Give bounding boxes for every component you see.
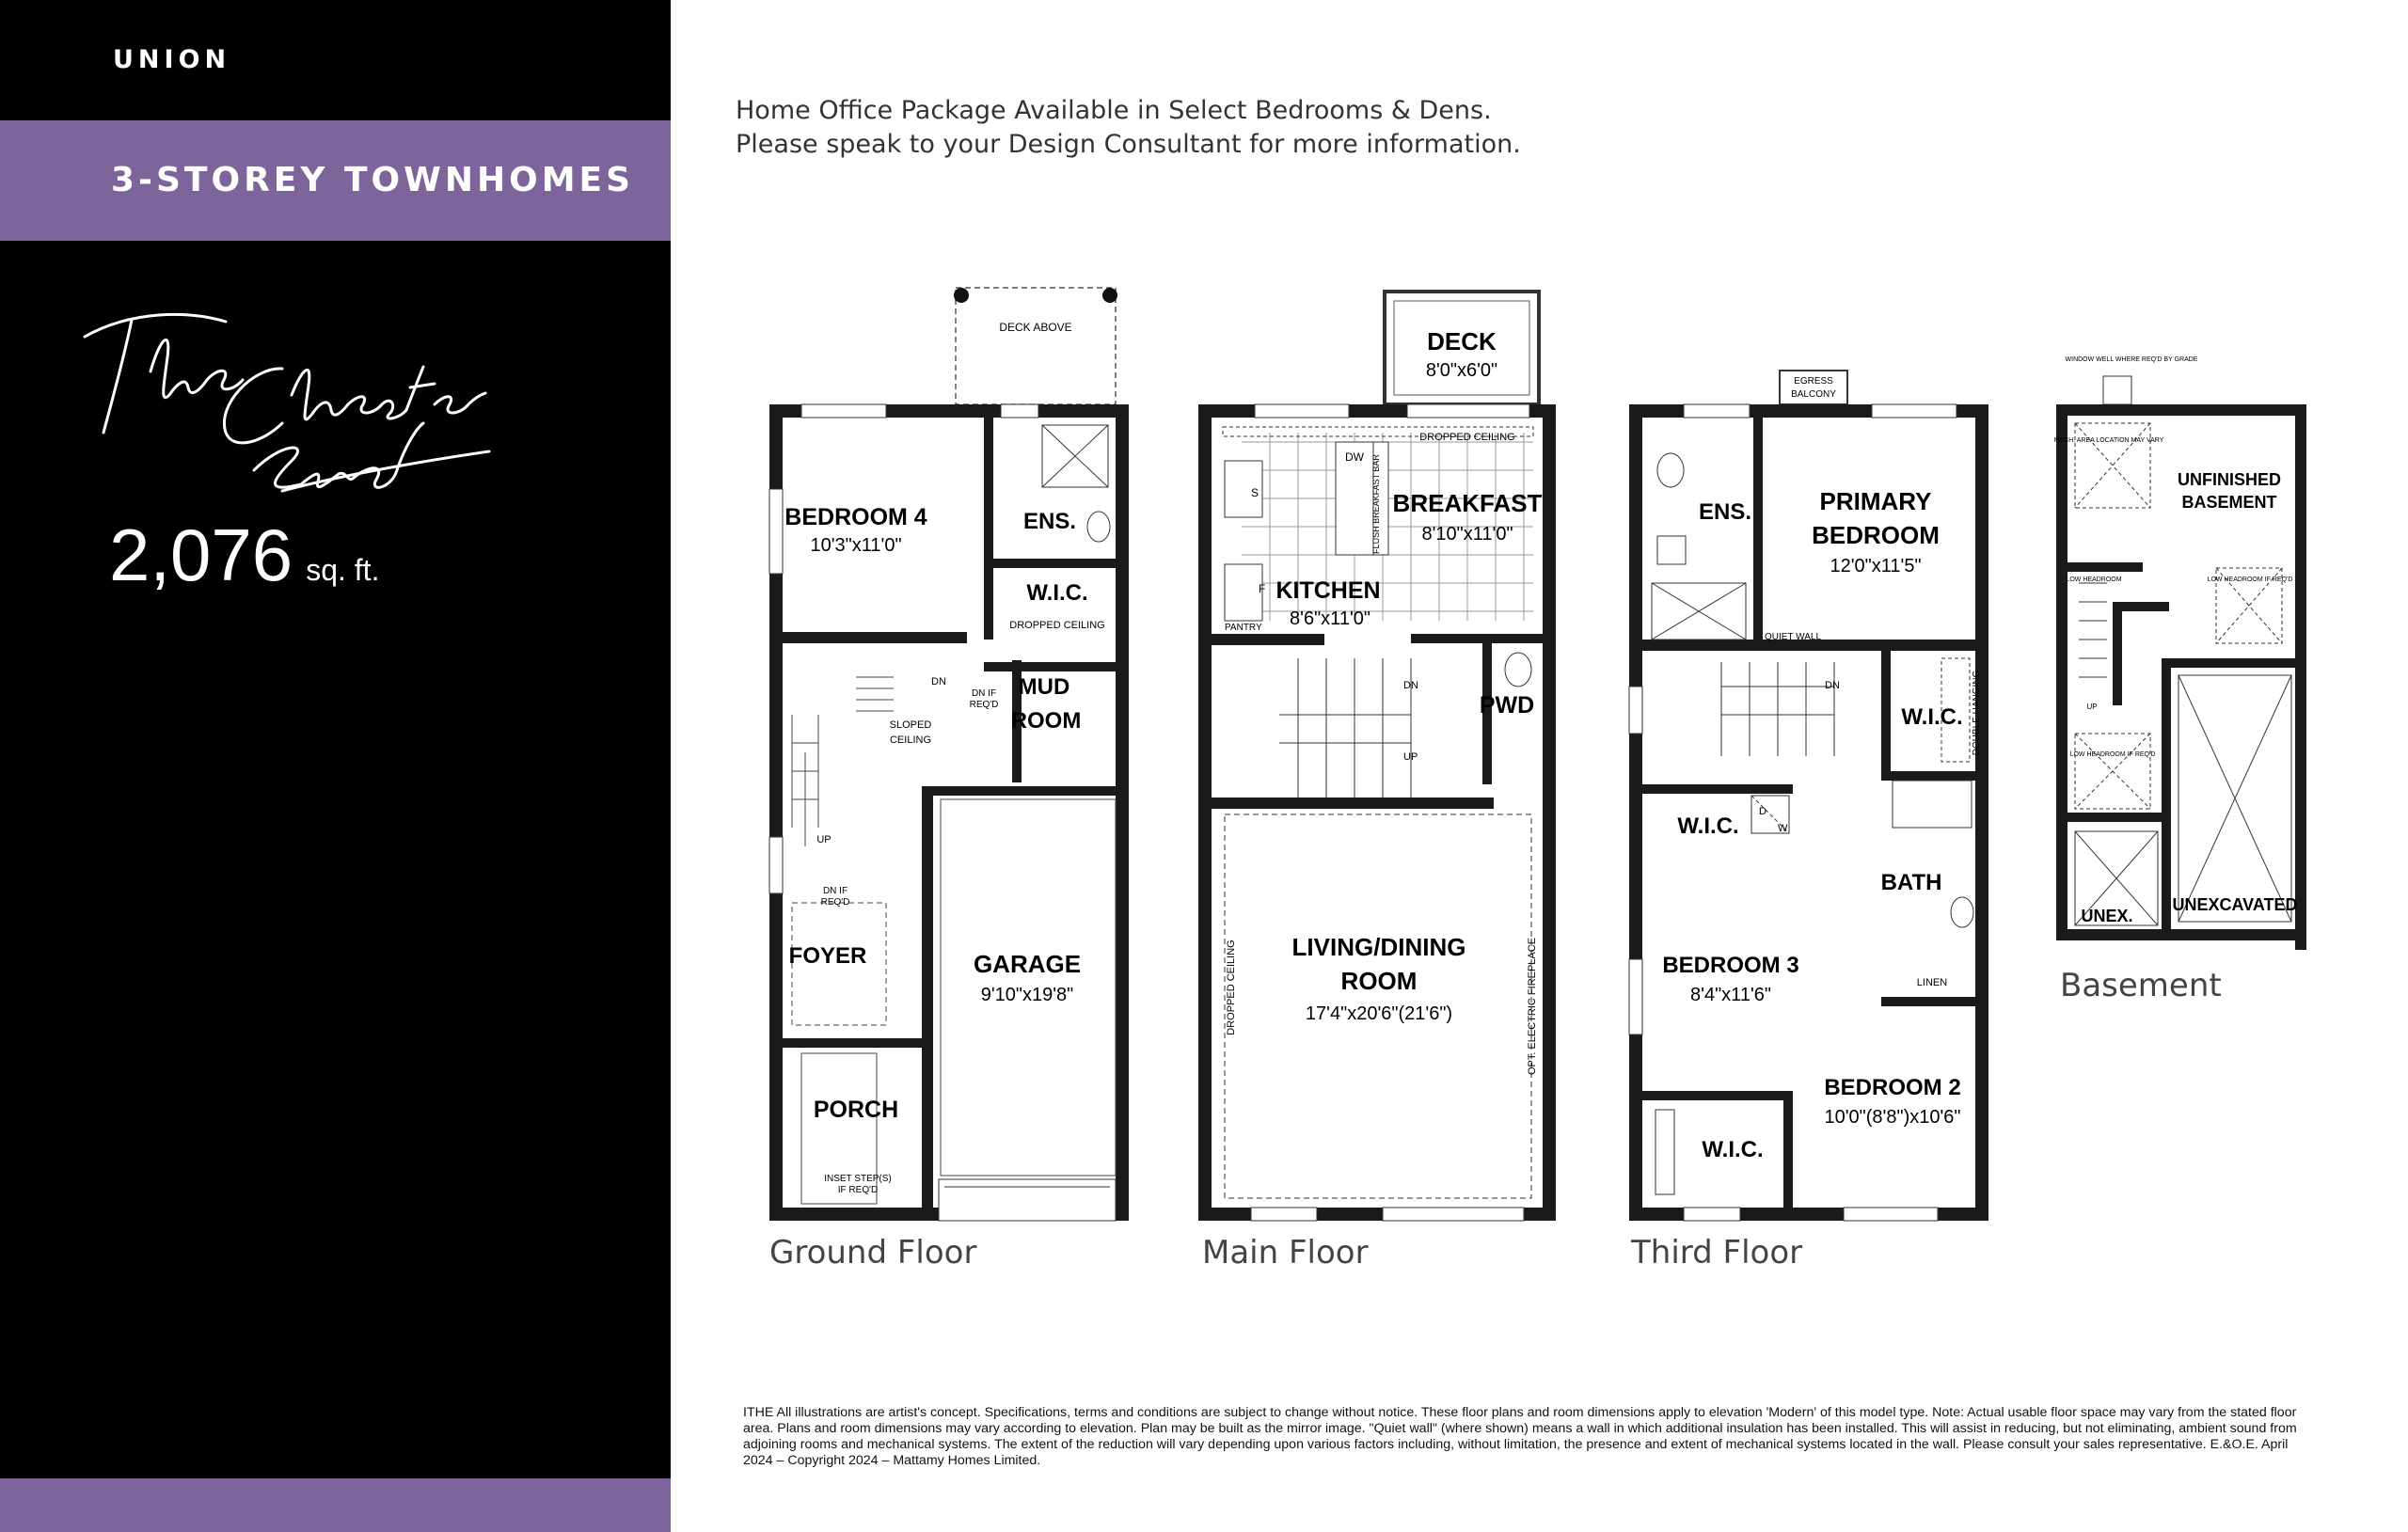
up-note: UP xyxy=(816,834,832,845)
room-label: LIVING/DINING xyxy=(1291,933,1466,961)
room-dimension: 8'4"x11'6" xyxy=(1690,985,1771,1005)
egress-note: BALCONY xyxy=(1791,389,1836,400)
dn-if-note: REQ'D xyxy=(820,897,850,908)
room-dimension: 8'0"x6'0" xyxy=(1425,360,1498,381)
category-band xyxy=(0,120,671,241)
third-floor-plan xyxy=(1629,371,1988,1221)
room-label: W.I.C. xyxy=(1026,580,1088,606)
dn-if-note: DN IF xyxy=(822,886,848,896)
up-note: UP xyxy=(1403,751,1418,763)
low-headroom-note: LOW HEADROOM IF REQ'D xyxy=(2069,751,2156,758)
dn-note: DN xyxy=(931,676,946,687)
washer-note: W xyxy=(1778,823,1788,834)
pantry-note: PANTRY xyxy=(1225,623,1262,633)
square-footage-unit: sq. ft. xyxy=(306,553,380,587)
room-label: UNEXCAVATED xyxy=(2172,895,2298,914)
brand-name: UNION xyxy=(113,45,231,74)
room-label: PRIMARY xyxy=(1819,487,1932,515)
dropped-ceiling-note: DROPPED CEILING xyxy=(1009,620,1105,631)
dryer-note: D xyxy=(1759,806,1766,817)
room-label: W.I.C. xyxy=(1702,1137,1764,1162)
category-label: 3-STOREY TOWNHOMES xyxy=(111,161,635,199)
square-footage-value: 2,076 xyxy=(109,513,293,596)
room-label: DECK xyxy=(1427,327,1497,355)
room-label: ROOM xyxy=(1010,708,1082,734)
sidebar xyxy=(0,0,671,1532)
room-dimension: 10'3"x11'0" xyxy=(810,535,902,556)
deck-above-note: DECK ABOVE xyxy=(999,321,1072,334)
room-dimension: 17'4"x20'6"(21'6") xyxy=(1305,1003,1453,1024)
dn-if-note: DN IF xyxy=(971,688,997,699)
room-label: ENS. xyxy=(1022,509,1077,534)
main-floor-plan xyxy=(1198,292,1556,1221)
sink-note: S xyxy=(1251,486,1259,499)
room-label: BEDROOM xyxy=(1812,521,1940,549)
room-label: UNFINISHED xyxy=(2177,470,2282,489)
basement-label: Basement xyxy=(2060,967,2222,1004)
main-floor-label: Main Floor xyxy=(1202,1234,1369,1271)
room-label: MUD xyxy=(1018,674,1070,700)
up-note: UP xyxy=(2086,703,2098,711)
dn-note: DN xyxy=(1825,680,1840,691)
window-well-note: WINDOW WELL WHERE REQ'D BY GRADE xyxy=(2065,356,2198,363)
legal-disclaimer: ITHE All illustrations are artist's concept. Specifications, terms and conditions are subject to change without notice. These floor plans and room dimensions apply to elevation 'Modern' of this model type. Note: Actual usable floor space may vary from the stated floor area. Plans and room dimensions may vary according to elevation. Plan may be built as the mirror image. "Quiet wall" (where shown) means a wall in which additional insulation has been installed. This will assist in reducing, but not eliminating, ambient sound from adjoining rooms and mechanical systems. The extent of the reduction will vary depending upon various factors including, without limitation, the presence and extent of mechanical systems located in the wall. Please consult your sales representative. E.&O.E. April 2024 – Copyright 2024 – Mattamy Homes Limited. xyxy=(743,1405,2297,1468)
room-dimension: 8'10"x11'0" xyxy=(1421,524,1513,545)
dn-if-note: REQ'D xyxy=(969,700,999,710)
room-label: BEDROOM 3 xyxy=(1662,953,1799,978)
dropped-ceiling-note: DROPPED CEILING xyxy=(1419,432,1515,443)
room-label: PORCH xyxy=(813,1097,899,1123)
room-label: ENS. xyxy=(1698,499,1752,525)
third-floor-label: Third Floor xyxy=(1631,1234,1803,1271)
note-line-2: Please speak to your Design Consultant for more information. xyxy=(736,130,1521,159)
quiet-wall-note: QUIET WALL xyxy=(1764,632,1822,642)
room-dimension: 12'0"x11'5" xyxy=(1830,556,1922,576)
room-label: W.I.C. xyxy=(1901,704,1963,730)
dn-note: DN xyxy=(1403,680,1418,691)
square-footage xyxy=(109,513,379,598)
fireplace-note: OPT. ELECTRIC FIREPLACE xyxy=(1527,937,1538,1076)
floor-plans xyxy=(671,0,2408,1532)
basement-plan xyxy=(2054,356,2306,950)
room-label: BEDROOM 2 xyxy=(1824,1075,1961,1100)
ground-floor-label: Ground Floor xyxy=(769,1234,977,1271)
dw-note: DW xyxy=(1345,450,1364,464)
sloped-ceiling-note: CEILING xyxy=(889,734,932,746)
room-label: BASEMENT xyxy=(2181,493,2277,512)
room-label: BEDROOM 4 xyxy=(784,504,927,530)
room-label: ROOM xyxy=(1340,967,1418,995)
room-label: W.I.C. xyxy=(1677,813,1739,839)
room-label: BREAKFAST xyxy=(1392,489,1543,517)
mech-note: MECH. AREA LOCATION MAY VARY xyxy=(2053,437,2164,444)
egress-note: EGRESS xyxy=(1794,376,1833,387)
room-dimension: 9'10"x19'8" xyxy=(980,985,1074,1005)
ground-floor-plan xyxy=(769,288,1129,1221)
bottom-accent-band xyxy=(0,1478,671,1532)
low-headroom-note: LOW HEADROOM IF REQ'D xyxy=(2207,576,2293,583)
dropped-ceiling-note: DROPPED CEILING xyxy=(1226,940,1237,1035)
low-headroom-note: LOW HEADROOM xyxy=(2066,576,2122,583)
room-label: UNEX. xyxy=(2081,907,2133,925)
inset-note: IF REQ'D xyxy=(837,1185,879,1195)
room-label: FOYER xyxy=(788,943,867,969)
room-label: PWD xyxy=(1479,692,1535,719)
fridge-note: F xyxy=(1259,582,1266,595)
room-label: GARAGE xyxy=(973,950,1082,978)
flush-bar-note: FLUSH BREAKFAST BAR xyxy=(1371,454,1381,554)
double-hanging-note: DOUBLE HANGING xyxy=(1972,670,1982,756)
room-label: BATH xyxy=(1880,870,1942,895)
note-line-1: Home Office Package Available in Select Bedrooms & Dens. xyxy=(736,96,1492,125)
room-dimension: 8'6"x11'0" xyxy=(1290,608,1370,629)
model-name-logo xyxy=(66,282,499,527)
room-dimension: 10'0"(8'8")x10'6" xyxy=(1824,1107,1961,1128)
sloped-ceiling-note: SLOPED xyxy=(889,719,932,731)
linen-note: LINEN xyxy=(1916,977,1948,988)
room-label: KITCHEN xyxy=(1275,577,1381,604)
inset-note: INSET STEP(S) xyxy=(824,1174,892,1184)
